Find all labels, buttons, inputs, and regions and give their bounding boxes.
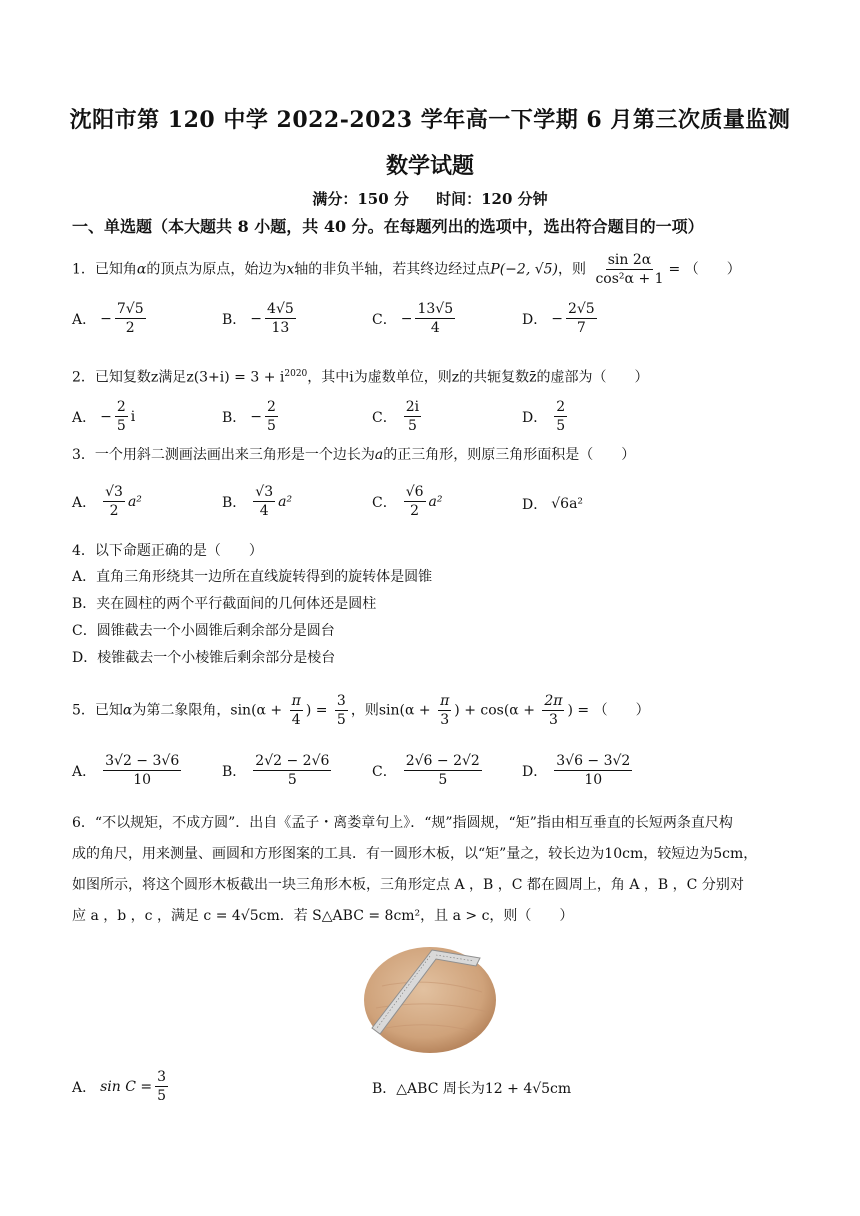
- q4-option-c[interactable]: C．圆锥截去一个小圆锥后剩余部分是圆台: [72, 623, 335, 639]
- q4-option-b[interactable]: B．夹在圆柱的两个平行截面间的几何体还是圆柱: [72, 596, 377, 612]
- q4-option-a[interactable]: A．直角三角形绕其一边所在直线旋转得到的旋转体是圆锥: [72, 569, 433, 585]
- question-4-stem: 4．以下命题正确的是（ ）: [72, 543, 263, 559]
- q5-option-d[interactable]: D． $\frac{3√6 - 3√2}{10}$: [522, 753, 631, 788]
- exam-time: 时间：120 分钟: [436, 190, 548, 208]
- exam-subtitle: 数学试题: [385, 153, 474, 179]
- question-1-stem: 1．已知角α的顶点为原点，始边为x轴的非负半轴，若其终边经过点P(−2, √5)，则 $\frac{\sin 2\alpha}{\text{cos²α + 1}}$ = （ ）: [72, 252, 741, 287]
- q5-option-b[interactable]: B． $\frac{2√2 - 2√6}{5}$: [222, 753, 330, 788]
- q2-option-b[interactable]: B． − $\frac{2}{5}$: [222, 399, 276, 434]
- q2-option-d[interactable]: D． $\frac{2}{5}$: [522, 399, 566, 434]
- q3-option-d[interactable]: D． √6a²: [522, 496, 584, 513]
- q6-option-b[interactable]: B．△ABC 周长为12 + 4√5cm: [372, 1081, 572, 1097]
- q2-option-a[interactable]: A． − $\frac{2}{5}$ i: [72, 399, 136, 434]
- section-heading: 一、单选题（本大题共 8 小题，共 40 分。在每题列出的选项中，选出符合题目的一项）: [72, 217, 704, 236]
- q5-option-c[interactable]: C． $\frac{2√6 - 2√2}{5}$: [372, 753, 480, 788]
- full-score: 满分：150 分: [312, 190, 409, 208]
- q1-option-a[interactable]: A． − $\frac{7√5}{2}$: [72, 301, 144, 336]
- question-2-stem: 2．已知复数z满足$z(3+i) = 3 + i^{2020}$，其中i为虚数单位，则z的共轭复数z̄的虚部为（ ）: [72, 369, 649, 386]
- q3-option-b[interactable]: B． $\frac{√3}{4}$ a²: [222, 484, 293, 519]
- q4-option-d[interactable]: D．棱锥截去一个小棱锥后剩余部分是棱台: [72, 650, 336, 666]
- exam-meta: [0, 188, 860, 209]
- q1-fraction: $\frac{\sin 2\alpha}{\text{cos²α + 1}}$: [595, 252, 664, 287]
- q1-option-b[interactable]: B． − $\frac{4√5}{13}$: [222, 301, 294, 336]
- exam-title: 沈阳市第 120 中学 2022-2023 学年高一下学期 6 月第三次质量监测: [69, 107, 791, 133]
- question-3-stem: 3．一个用斜二测画法画出来三角形是一个边长为a的正三角形，则原三角形面积是（ ）: [72, 447, 636, 463]
- q3-option-c[interactable]: C． $\frac{√6}{2}$ a²: [372, 484, 443, 519]
- question-6-stem: 6．“不以规矩，不成方圆”．出自《孟子・离娄章句上》．“规”指圆规，“矩”指由相互垂直的长短两条直尺构 成的角尺，用来测量、画圆和方形图案的工具．有一圆形木板，以“矩”量之，较长边为10cm，较短边为5cm， 如图所示，将这个圆形木板截出一块三角形木板，三角形定点 A ，B ，C 都在圆周上，角 A ，B ，C 分别对 应 a ，b ，c ，满足 c = 4√5cm．若 S△ABC = 8cm²，且 a > c，则（ ）: [72, 815, 758, 924]
- q5-option-a[interactable]: A． $\frac{3√2 - 3√6}{10}$: [72, 753, 180, 788]
- q2-option-c[interactable]: C． $\frac{2i}{5}$: [372, 399, 420, 434]
- wooden-board-with-square-image: [362, 946, 498, 1054]
- q3-option-a[interactable]: A． $\frac{√3}{2}$ a²: [72, 484, 142, 519]
- q1-option-c[interactable]: C． − $\frac{13√5}{4}$: [372, 301, 454, 336]
- question-5-stem: 5．已知α为第二象限角，sin(α + $\frac{\pi}{4}$ ) = $\frac{3}{5}$ ，则sin(α + $\frac{\pi}{3}$ ) + cos(α + $\frac{2\pi}{3}$ ) = （ ）: [72, 693, 650, 728]
- q6-option-a[interactable]: A． sin C = $\frac{3}{5}$: [72, 1069, 167, 1104]
- q1-option-d[interactable]: D． − $\frac{2√5}{7}$: [522, 301, 595, 336]
- point-p: P(−2, √5): [490, 261, 559, 278]
